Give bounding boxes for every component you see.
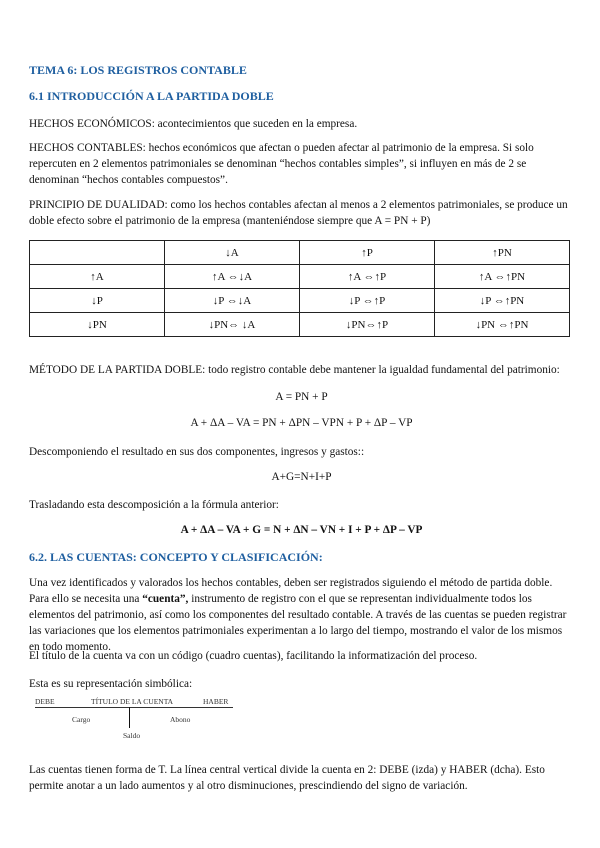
table-cell: ↓P ⇔↑P	[300, 289, 435, 313]
table-row	[30, 313, 570, 337]
section-heading-2: 6.2. LAS CUENTAS: CONCEPTO Y CLASIFICACIÓN:	[29, 550, 323, 564]
table-cell: ↑A ⇔↓A	[165, 265, 300, 289]
table-cell: ↓P ⇔↑PN	[435, 289, 570, 313]
paragraph-titulo: El título de la cuenta va con un código (cuadro cuentas), facilitando la informatización del proceso.	[29, 650, 478, 662]
paragraph-trasladando: Trasladando esta descomposición a la fórmula anterior:	[29, 499, 279, 511]
label-haber: HABER	[203, 697, 229, 706]
equation-2: A + ΔA – VA = PN + ΔPN – VPN + P + ΔP – VP	[190, 417, 413, 429]
document-title: TEMA 6: LOS REGISTROS CONTABLE	[29, 63, 247, 77]
table-cell: ↑P	[300, 241, 435, 265]
paragraph-dualidad: PRINCIPIO DE DUALIDAD: como los hechos contables afectan al menos a 2 elementos patrimoniales, se produce un doble efecto sobre el patrimonio de la empresa (manteniéndose siempre que A = PN + P)	[29, 199, 568, 227]
dualidad-table	[29, 240, 570, 337]
table-cell: ↑PN	[435, 241, 570, 265]
table-row	[30, 265, 570, 289]
table-cell: ↓P ⇔↓A	[165, 289, 300, 313]
text: instrumento de registro con el que se representan individualmente todos los elementos del patrimonio, así como los componentes del resultado contable. A través de las cuentas se pueden registrar las variaciones que los elementos patrimoniales experimentan a lo largo del tiempo, mostrando el valor de los mismos en todo momento.	[29, 593, 567, 653]
paragraph-hechos-contables: HECHOS CONTABLES: hechos económicos que afectan o pueden afectar al patrimonio de la empresa. Si solo repercuten en 2 elementos patrimoniales se denominan “hechos contables simples”, si influyen en más de 2 se denominan “hechos contables compuestos”.	[29, 142, 534, 186]
label-debe: DEBE	[35, 697, 55, 706]
section-heading-1: 6.1 INTRODUCCIÓN A LA PARTIDA DOBLE	[29, 89, 274, 103]
label-abono: Abono	[170, 715, 191, 724]
table-cell: ↓PN⇔ ↓A	[165, 313, 300, 337]
text: Una vez identificados y valorados los hechos contables, deben ser registrados siguiendo el método de partida doble. Para ello se necesita una	[29, 577, 553, 605]
paragraph-descomponiendo: Descomponiendo el resultado en sus dos componentes, ingresos y gastos::	[29, 446, 365, 458]
t-account-diagram	[33, 697, 233, 747]
table-cell: ↑A ⇔↑P	[300, 265, 435, 289]
paragraph-metodo: MÉTODO DE LA PARTIDA DOBLE: todo registro contable debe mantener la igualdad fundamental del patrimonio:	[29, 364, 560, 376]
table-cell: ↓P	[30, 289, 165, 313]
equation-3: A+G=N+I+P	[271, 471, 332, 483]
table-cell: ↓A	[165, 241, 300, 265]
table-cell: ↓PN ⇔↑PN	[435, 313, 570, 337]
paragraph-forma-t: Las cuentas tienen forma de T. La línea central vertical divide la cuenta en 2: DEBE (izda) y HABER (dcha). Esto permite anotar a un lado aumentos y al otro disminuciones, prescindiendo del signo de variación.	[29, 764, 545, 792]
equation-1: A = PN + P	[275, 391, 328, 403]
t-vertical-line	[129, 707, 130, 728]
table-cell: ↑A	[30, 265, 165, 289]
table-cell: ↓PN⇔↑P	[300, 313, 435, 337]
equation-4: A + ΔA – VA + G = N + ΔN – VN + I + P + ΔP – VP	[180, 524, 423, 536]
bold-term: “cuenta”,	[142, 593, 189, 605]
label-cargo: Cargo	[72, 715, 91, 724]
table-cell: ↑A ⇔↑PN	[435, 265, 570, 289]
table-row	[30, 289, 570, 313]
table-cell: ↓PN	[30, 313, 165, 337]
table-cell	[30, 241, 165, 265]
paragraph-hechos-economicos: HECHOS ECONÓMICOS: acontecimientos que suceden en la empresa.	[29, 118, 358, 130]
paragraph-representacion: Esta es su representación simbólica:	[29, 678, 193, 690]
table-header-row	[30, 241, 570, 265]
paragraph-cuentas	[29, 575, 574, 655]
label-saldo: Saldo	[123, 731, 141, 740]
t-horizontal-line	[35, 707, 233, 708]
label-titulo: TÍTULO DE LA CUENTA	[91, 697, 174, 706]
